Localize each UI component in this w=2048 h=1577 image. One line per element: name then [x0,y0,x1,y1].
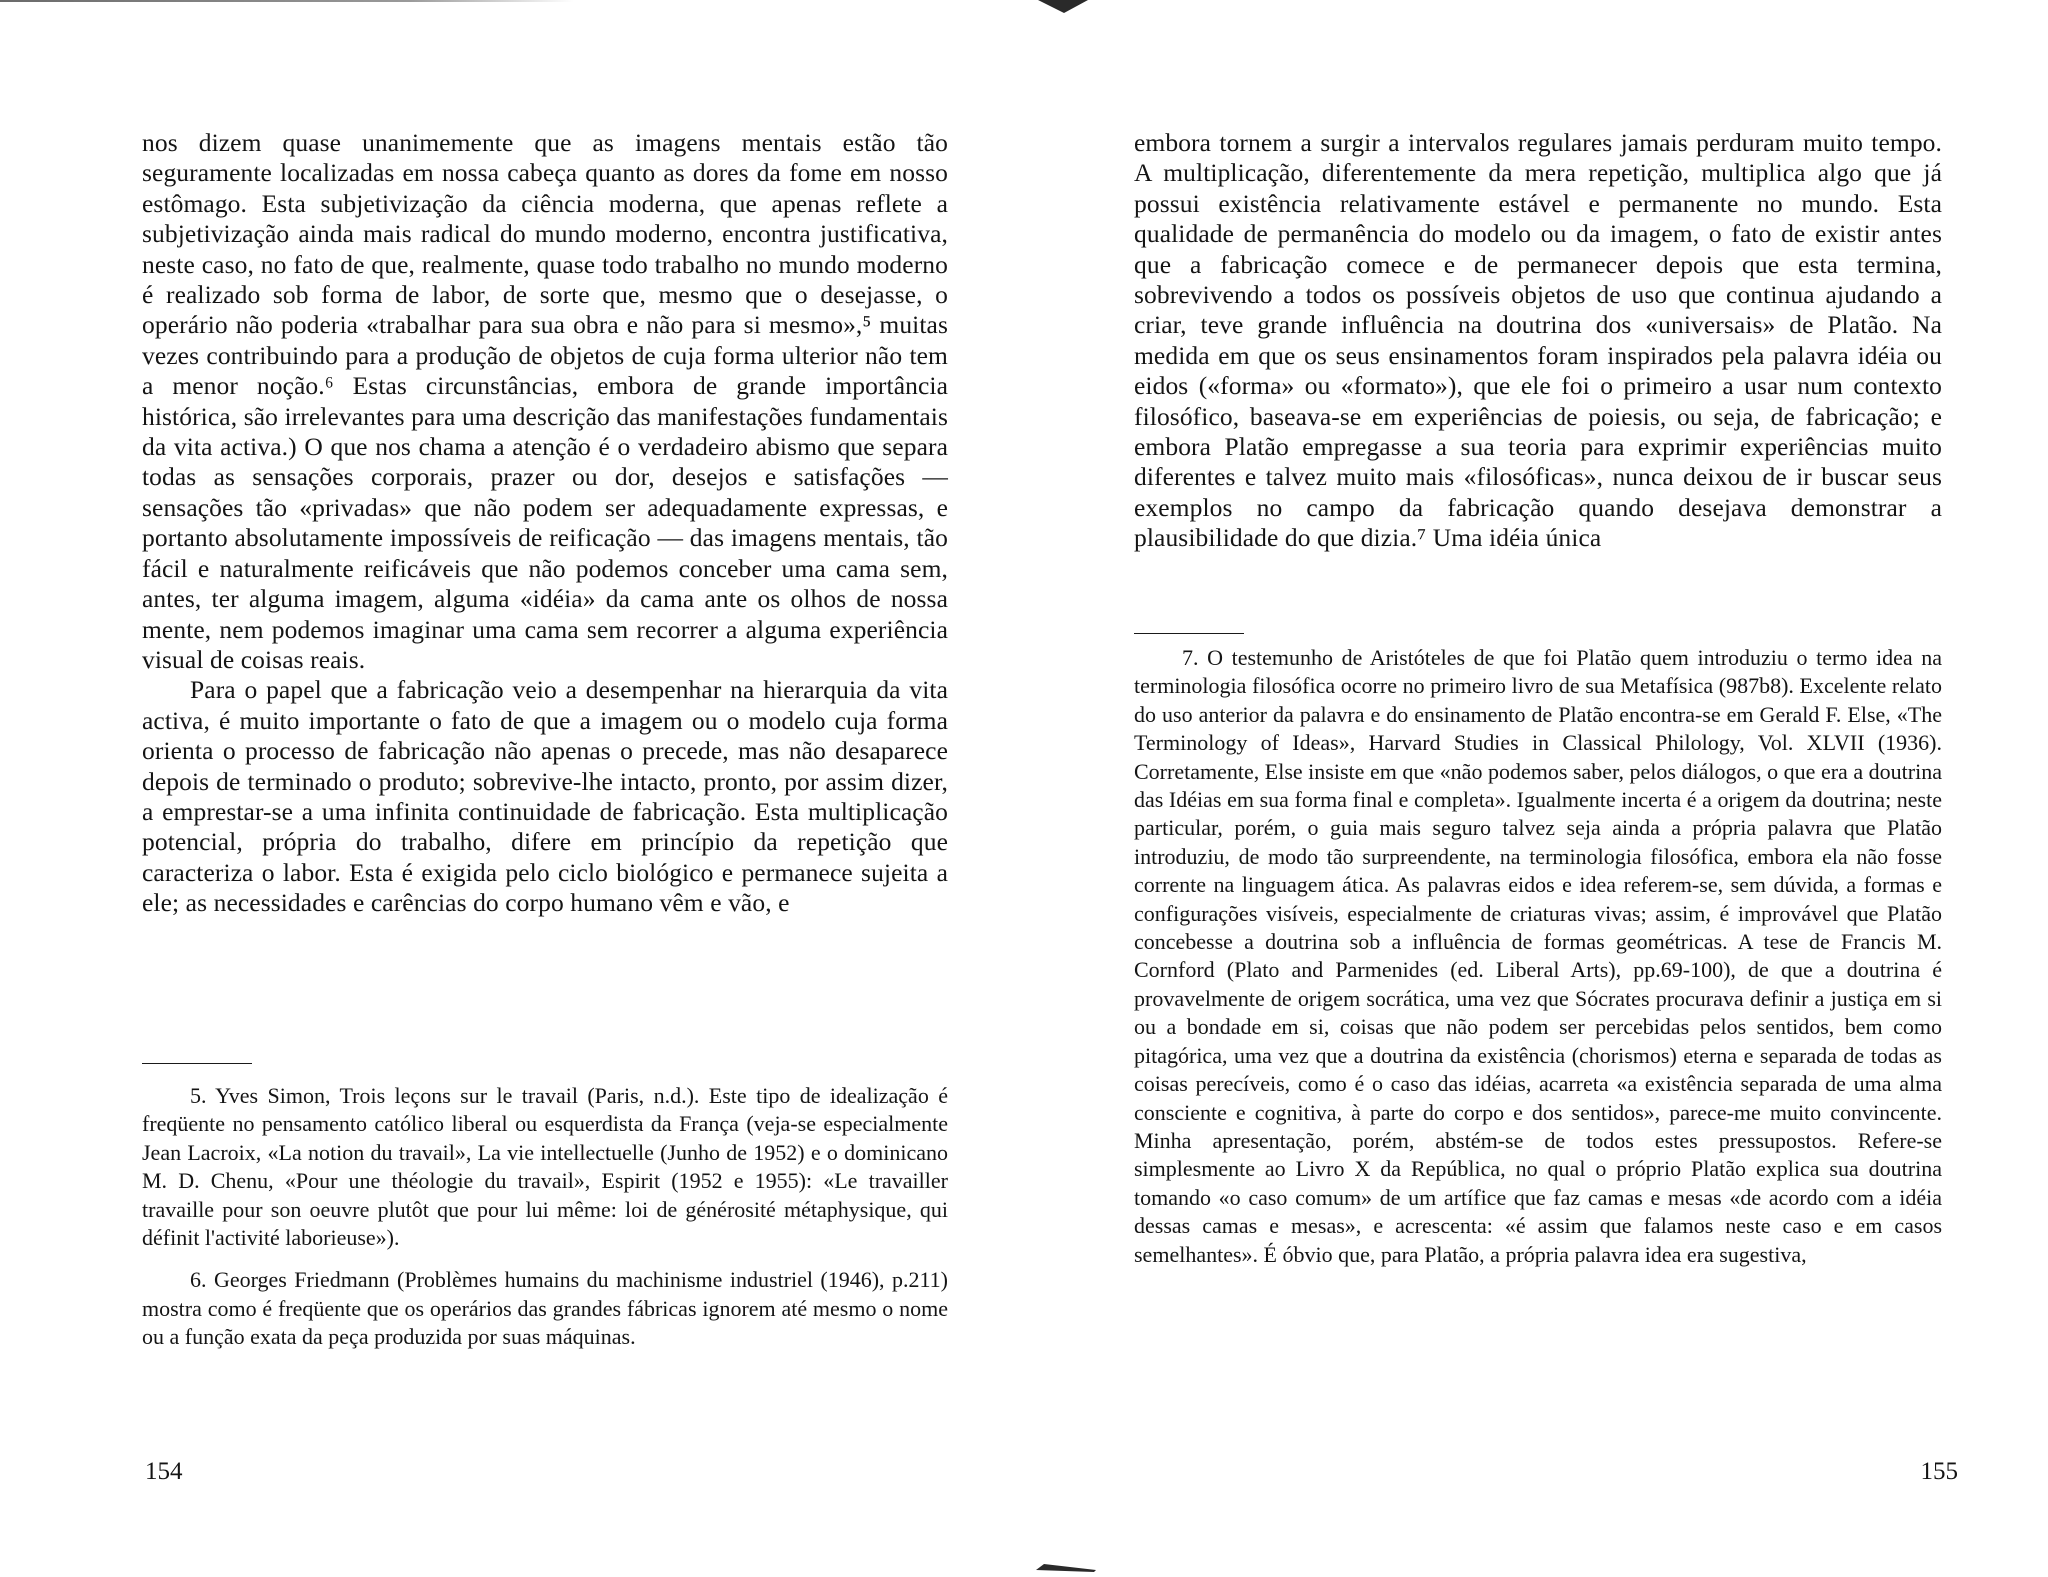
footnote-divider [142,1063,252,1064]
page-number-left: 154 [145,1458,183,1485]
right-page-body [1134,128,1942,554]
right-paragraph-1: embora tornem a surgir a intervalos regulares jamais perduram muito tempo. A multiplicação, diferentemente da mera repetição, multiplica algo que já possui existência relativamente estável e permanente no mundo. Esta qualidade de permanência do modelo ou da imagem, o fato de existir antes que a fabricação comece e de permanecer depois que esta termina, sobrevivendo a todos os possíveis objetos de uso que continua ajudando a criar, teve grande influência na doutrina dos «universais» de Platão. Na medida em que os seus ensinamentos foram inspirados pela palavra idéia ou eidos («forma» ou «formato»), que ele foi o primeiro a usar num contexto filosófico, baseava-se em experiências de poiesis, ou seja, de fabricação; e embora Platão empregasse a sua teoria para exprimir experiências muito diferentes e talvez muito mais «filosóficas», nunca deixou de ir buscar seus exemplos no campo da fabricação quando desejava demonstrar a plausibilidade do que dizia.⁷ Uma idéia única [1134,128,1942,553]
left-paragraph-2: Para o papel que a fabricação veio a desempenhar na hierarquia da vita activa, é muito importante o fato de que a imagem ou o modelo cuja forma orienta o processo de fabricação não apenas o precede, mas não desaparece depois de terminado o produto; sobrevive-lhe intacto, pronto, por assim dizer, a emprestar-se a uma infinita continuidade de fabricação. Esta multiplicação potencial, própria do trabalho, difere em princípio da repetição que caracteriza o labor. Esta é exigida pelo ciclo biológico e permanece sujeita a ele; as necessidades e carências do corpo humano vêm e vão, e [142,675,948,918]
footnote-5: 5. Yves Simon, Trois leçons sur le travail (Paris, n.d.). Este tipo de idealização é freqüente no pensamento católico liberal ou esquerdista da França (veja-se especialmente Jean Lacroix, «La notion du travail», La vie intellectuelle (Junho de 1952) e o dominicano M. D. Chenu, «Pour une théologie du travail», Espirit (1952 e 1955): «Le travailler travaille pour son oeuvre plutôt que pour lui même: loi de générosité métaphysique, qui définit l'activité laborieuse»). [142,1083,948,1251]
page-number-right: 155 [1920,1458,1958,1485]
left-page-footnotes [142,1082,948,1366]
right-page-footnotes [1134,644,1942,1283]
footnote-7: 7. O testemunho de Aristóteles de que foi Platão quem introduziu o termo idea na terminologia filosófica ocorre no primeiro livro de sua Metafísica (987b8). Excelente relato do uso anterior da palavra e do ensinamento de Platão encontra-se em Gerald F. Else, «The Terminology of Ideas», Harvard Studies in Classical Philology, Vol. XLVII (1936). Corretamente, Else insiste em que «não podemos saber, pelos diálogos, o que era a doutrina das Idéias em sua forma final e completa». Igualmente incerta é a origem da doutrina; neste particular, porém, o guia mais seguro talvez seja ainda a própria palavra que Platão introduziu, de modo tão surpreendente, na terminologia filosófica, embora ela não fosse corrente na linguagem ática. As palavras eidos e idea referem-se, sem dúvida, a formas e configurações visíveis, especialmente de criaturas vivas; assim, é improvável que Platão concebesse a doutrina sob a influência de formas geométricas. A tese de Francis M. Cornford (Plato and Parmenides (ed. Liberal Arts), pp.69-100), de que a doutrina é provavelmente de origem socrática, uma vez que Sócrates procurava definir a justiça em si ou a bondade em si, coisas que não podem ser percebidas pelos sentidos, bem como pitagórica, uma vez que a doutrina da existência (chorismos) eterna e separada de todas as coisas perecíveis, como é o caso das idéias, acarreta «a existência separada de uma alma consciente e cognitiva, à parte do corpo e dos sentidos», parece-me muito convincente. Minha apresentação, porém, abstém-se de todos estes pressupostos. Refere-se simplesmente ao Livro X da República, no qual o próprio Platão explica sua doutrina tomando «o caso comum» de um artífice que faz camas e mesas «de acordo com a idéia dessas camas e mesas», e acrescenta: «é assim que falamos neste caso e em casos semelhantes». É óbvio que, para Platão, a própria palavra idea era sugestiva, [1134,645,1942,1267]
right-page [1024,0,2048,1577]
footnote-6: 6. Georges Friedmann (Problèmes humains du machinisme industriel (1946), p.211) mostra como é freqüente que os operários das grandes fábricas ignorem até mesmo o nome ou a função exata da peça produzida por suas máquinas. [142,1267,948,1350]
left-paragraph-1: nos dizem quase unanimemente que as imagens mentais estão tão seguramente localizadas em nossa cabeça quanto as dores da fome em nosso estômago. Esta subjetivização da ciência moderna, que apenas reflete a subjetivização ainda mais radical do mundo moderno, encontra justificativa, neste caso, no fato de que, realmente, quase todo trabalho no mundo moderno é realizado sob forma de labor, de sorte que, mesmo que o desejasse, o operário não poderia «trabalhar para sua obra e não para si mesmo»,⁵ muitas vezes contribuindo para a produção de objetos de cuja forma ulterior não tem a menor noção.⁶ Estas circunstâncias, embora de grande importância histórica, são irrelevantes para uma descrição das manifestações fundamentais da vita activa.) O que nos chama a atenção é o verdadeiro abismo que separa todas as sensações corporais, prazer ou dor, desejos e satisfações — sensações tão «privadas» que não podem ser adequadamente expressas, e portanto absolutamente impossíveis de reificação — das imagens mentais, tão fácil e naturalmente reificáveis que não podemos conceber uma cama sem, antes, ter alguma imagem, alguma «idéia» da cama ante os olhos de nossa mente, nem podemos imaginar uma cama sem recorrer a alguma experiência visual de coisas reais. [142,128,948,674]
footnote-divider [1134,633,1244,634]
left-page-body [142,128,948,919]
